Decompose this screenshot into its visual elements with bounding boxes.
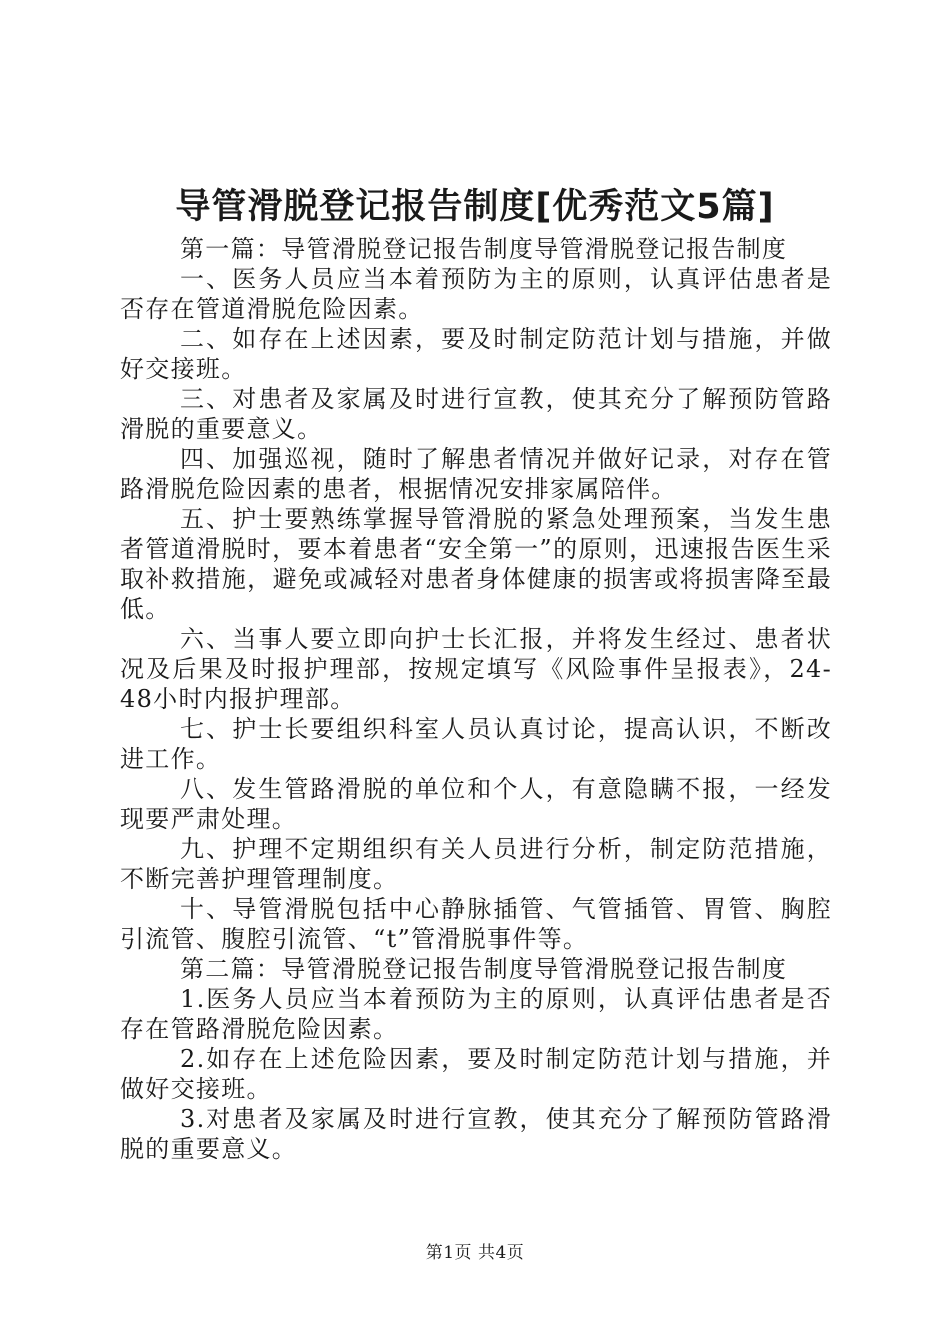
paragraph: 一、医务人员应当本着预防为主的原则，认真评估患者是否存在管道滑脱危险因素。 (120, 265, 832, 323)
paragraph: 3.对患者及家属及时进行宣教，使其充分了解预防管路滑脱的重要意义。 (120, 1105, 832, 1163)
paragraph: 三、对患者及家属及时进行宣教，使其充分了解预防管路滑脱的重要意义。 (120, 385, 832, 443)
paragraph: 九、护理不定期组织有关人员进行分析，制定防范措施，不断完善护理管理制度。 (120, 835, 832, 893)
paragraph: 七、护士长要组织科室人员认真讨论，提高认识，不断改进工作。 (120, 715, 832, 773)
paragraph: 四、加强巡视，随时了解患者情况并做好记录，对存在管路滑脱危险因素的患者，根据情况安排家属陪伴。 (120, 445, 832, 503)
paragraph: 五、护士要熟练掌握导管滑脱的紧急处理预案，当发生患者管道滑脱时，要本着患者“安全第一”的原则，迅速报告医生采取补救措施，避免或减轻对患者身体健康的损害或将损害降至最低。 (120, 505, 832, 623)
paragraph: 六、当事人要立即向护士长汇报，并将发生经过、患者状况及后果及时报护理部，按规定填写《风险事件呈报表》，24-48小时内报护理部。 (120, 625, 832, 713)
paragraph: 2.如存在上述危险因素，要及时制定防范计划与措施，并做好交接班。 (120, 1045, 832, 1103)
paragraph: 二、如存在上述因素，要及时制定防范计划与措施，并做好交接班。 (120, 325, 832, 383)
paragraph: 八、发生管路滑脱的单位和个人，有意隐瞒不报，一经发现要严肃处理。 (120, 775, 832, 833)
paragraph: 十、导管滑脱包括中心静脉插管、气管插管、胃管、胸腔引流管、腹腔引流管、“t”管滑脱事件等。 (120, 895, 832, 953)
document-title: 导管滑脱登记报告制度[优秀范文5篇] (175, 187, 775, 227)
page-footer: 第1页 共4页 (425, 1243, 525, 1263)
paragraph-part2-heading: 第二篇：导管滑脱登记报告制度导管滑脱登记报告制度 (180, 955, 788, 983)
document-body (120, 234, 832, 1164)
paragraph-part1-heading: 第一篇：导管滑脱登记报告制度导管滑脱登记报告制度 (180, 235, 788, 263)
paragraph: 1.医务人员应当本着预防为主的原则，认真评估患者是否存在管路滑脱危险因素。 (120, 985, 832, 1043)
